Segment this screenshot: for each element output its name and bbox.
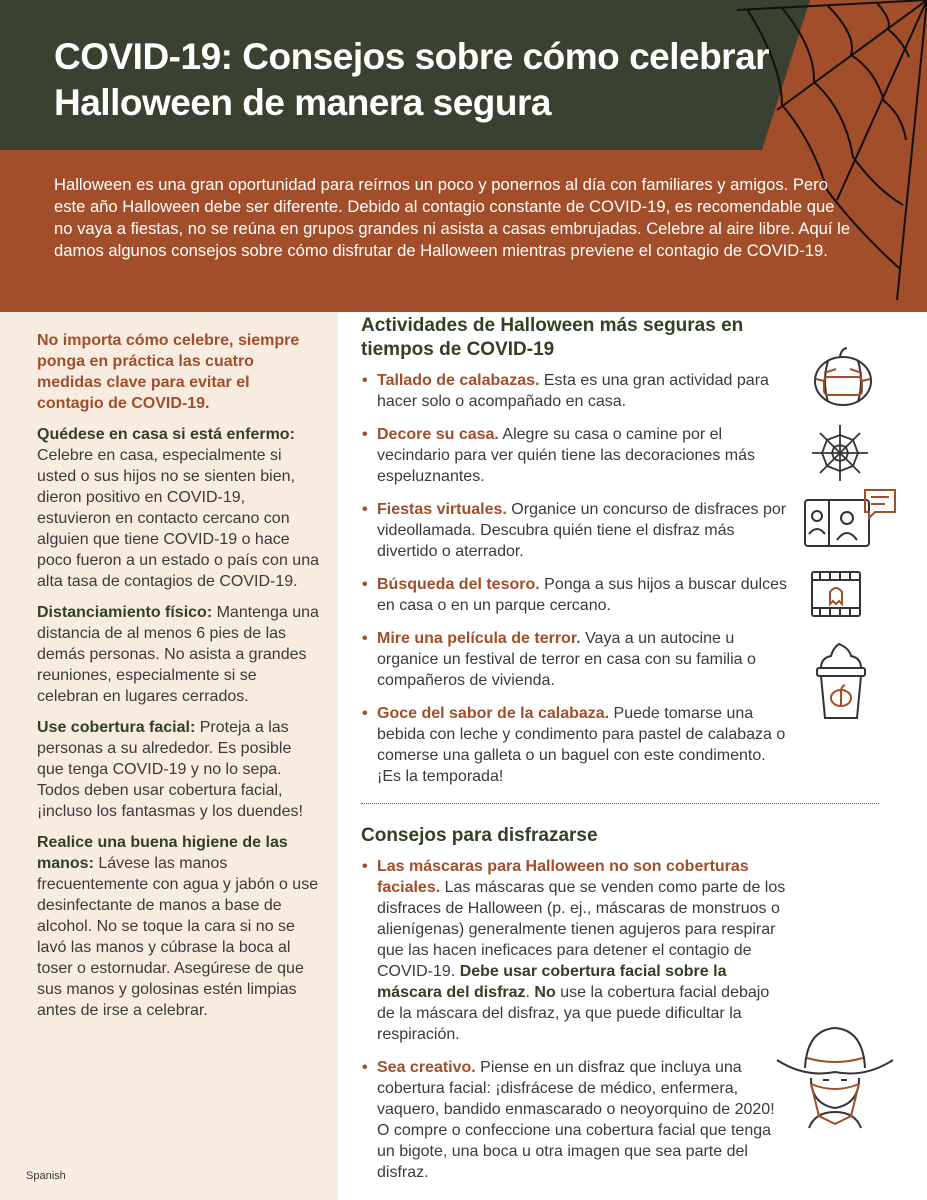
measure-heading: Quédese en casa si está enfermo: [37,426,295,443]
pumpkin-mask-icon [810,345,876,409]
cowboy-face-cover-icon [775,1020,895,1130]
measure-heading: Use cobertura facial: [37,719,196,736]
costumes-list [361,856,791,1183]
item-text: Las máscaras que se venden como parte de los disfraces de Halloween (p. ej., máscaras de monstruos o alienígenas) generalmente tienen agujeros para respirar que las hacen ineficaces para detener el contagio de COVID-19. [377,879,786,980]
spider-web-decor-icon [810,423,870,483]
list-item [361,703,791,787]
list-item [361,370,791,412]
list-item [361,424,791,487]
measure-distancing [37,602,319,707]
item-label: Sea creativo. [377,1059,476,1076]
item-label: Goce del sabor de la calabaza. [377,705,610,722]
item-bold: No [534,984,556,1001]
intro-text: Halloween es una gran oportunidad para reírnos un poco y ponernos al día con familiares y amigos. Pero este año Halloween debe ser diferente. Debido al contagio constante de COVID-19, es recomendable que no vaya a fiestas, no se reúna en grupos grandes ni asista a casas embrujadas. Celebre al aire libre. Aquí le damos algunos consejos sobre cómo disfrutar de Halloween mientras previene el contagio de COVID-19. [54,175,851,260]
measure-face-cover [37,717,319,822]
item-label: Búsqueda del tesoro. [377,576,540,593]
item-text: Esta es una gran actividad para hacer solo o acompañado en casa. [377,372,769,410]
item-text: Organice un concurso de disfraces por videollamada. Descubra quién tiene el disfraz más divertido o aterrador. [377,501,787,560]
item-text: use la cobertura facial debajo de la máscara del disfraz, ya que puede dificultar la respiración. [377,984,770,1043]
item-label: Las máscaras para Halloween no son coberturas faciales. [377,858,749,896]
item-label: Fiestas virtuales. [377,501,507,518]
footer-language: Spanish [26,1170,66,1182]
item-text: Piense en un disfraz que incluya una cobertura facial: ¡disfrácese de médico, enfermera, vaquero, bandido enmascarado o neoyorquino de 2020! O compre o confeccione una cobertura facial que tenga un bigote, una boca u otra imagen que sea parte del disfraz. [377,1059,775,1181]
list-item [361,499,791,562]
key-measures [37,330,319,1031]
item-text: Alegre su casa o camine por el vecindario para ver quién tiene las decoraciones más espeluznantes. [377,426,755,485]
measure-text: Celebre en casa, especialmente si usted o sus hijos no se sienten bien, dieron positivo en COVID-19, estuvieron en contacto cercano con alguien que tiene COVID-19 o hace poco fueron a un estado o país con una alta tasa de contagios de COVID-19. [37,447,319,590]
item-text: . [525,984,535,1001]
measure-heading: Realice una buena higiene de las manos: [37,834,288,872]
pumpkin-drink-icon [815,642,867,722]
activities-list [361,370,791,787]
list-item [361,628,791,691]
item-text: Ponga a sus hijos a buscar dulces en casa o en un parque cercano. [377,576,787,614]
item-text: Puede tomarse una bebida con leche y condimento para pastel de calabaza o comerse una galleta o un baguel con este condimento. ¡Es la temporada! [377,705,786,785]
video-call-icon [803,488,897,550]
measure-stay-home [37,424,319,592]
list-item [361,574,791,616]
main-content [361,314,791,1195]
item-label: Decore su casa. [377,426,499,443]
section-divider [361,803,879,804]
key-measures-lead: No importa cómo celebre, siempre ponga en práctica las cuatro medidas clave para evitar el contagio de COVID-19. [37,332,300,412]
activities-title: Actividades de Halloween más seguras en tiempos de COVID-19 [361,315,744,360]
list-item [361,856,791,1045]
measure-heading: Distanciamiento físico: [37,604,213,621]
measure-hand-hygiene [37,832,319,1021]
costumes-title: Consejos para disfrazarse [361,825,598,846]
item-label: Mire una película de terror. [377,630,581,647]
item-text: Vaya a un autocine u organice un festival de terror en casa con su familia o compañeros de vivienda. [377,630,756,689]
measure-text: Proteja a las personas a su alrededor. Es posible que tenga COVID-19 y no lo sepa. Todos deben usar cobertura facial, ¡incluso los fantasmas y los duendes! [37,719,303,820]
movie-film-icon [810,570,862,618]
list-item [361,1057,777,1183]
item-bold: Debe usar cobertura facial sobre la máscara del disfraz [377,963,727,1001]
item-label: Tallado de calabazas. [377,372,540,389]
measure-text: Mantenga una distancia de al menos 6 pies de las demás personas. No asista a grandes reuniones, especialmente si se celebran en lugares cerrados. [37,604,319,705]
header-banner [0,0,927,312]
page-title: COVID-19: Consejos sobre cómo celebrar Halloween de manera segura [54,36,770,123]
measure-text: Lávese las manos frecuentemente con agua y jabón o use desinfectante de manos a base de alcohol. No se toque la cara si no se lavó las manos y cúbrase la boca al toser o estornudar. Asegúrese de que sus manos y golosinas estén limpias antes de irse a celebrar. [37,855,319,1019]
